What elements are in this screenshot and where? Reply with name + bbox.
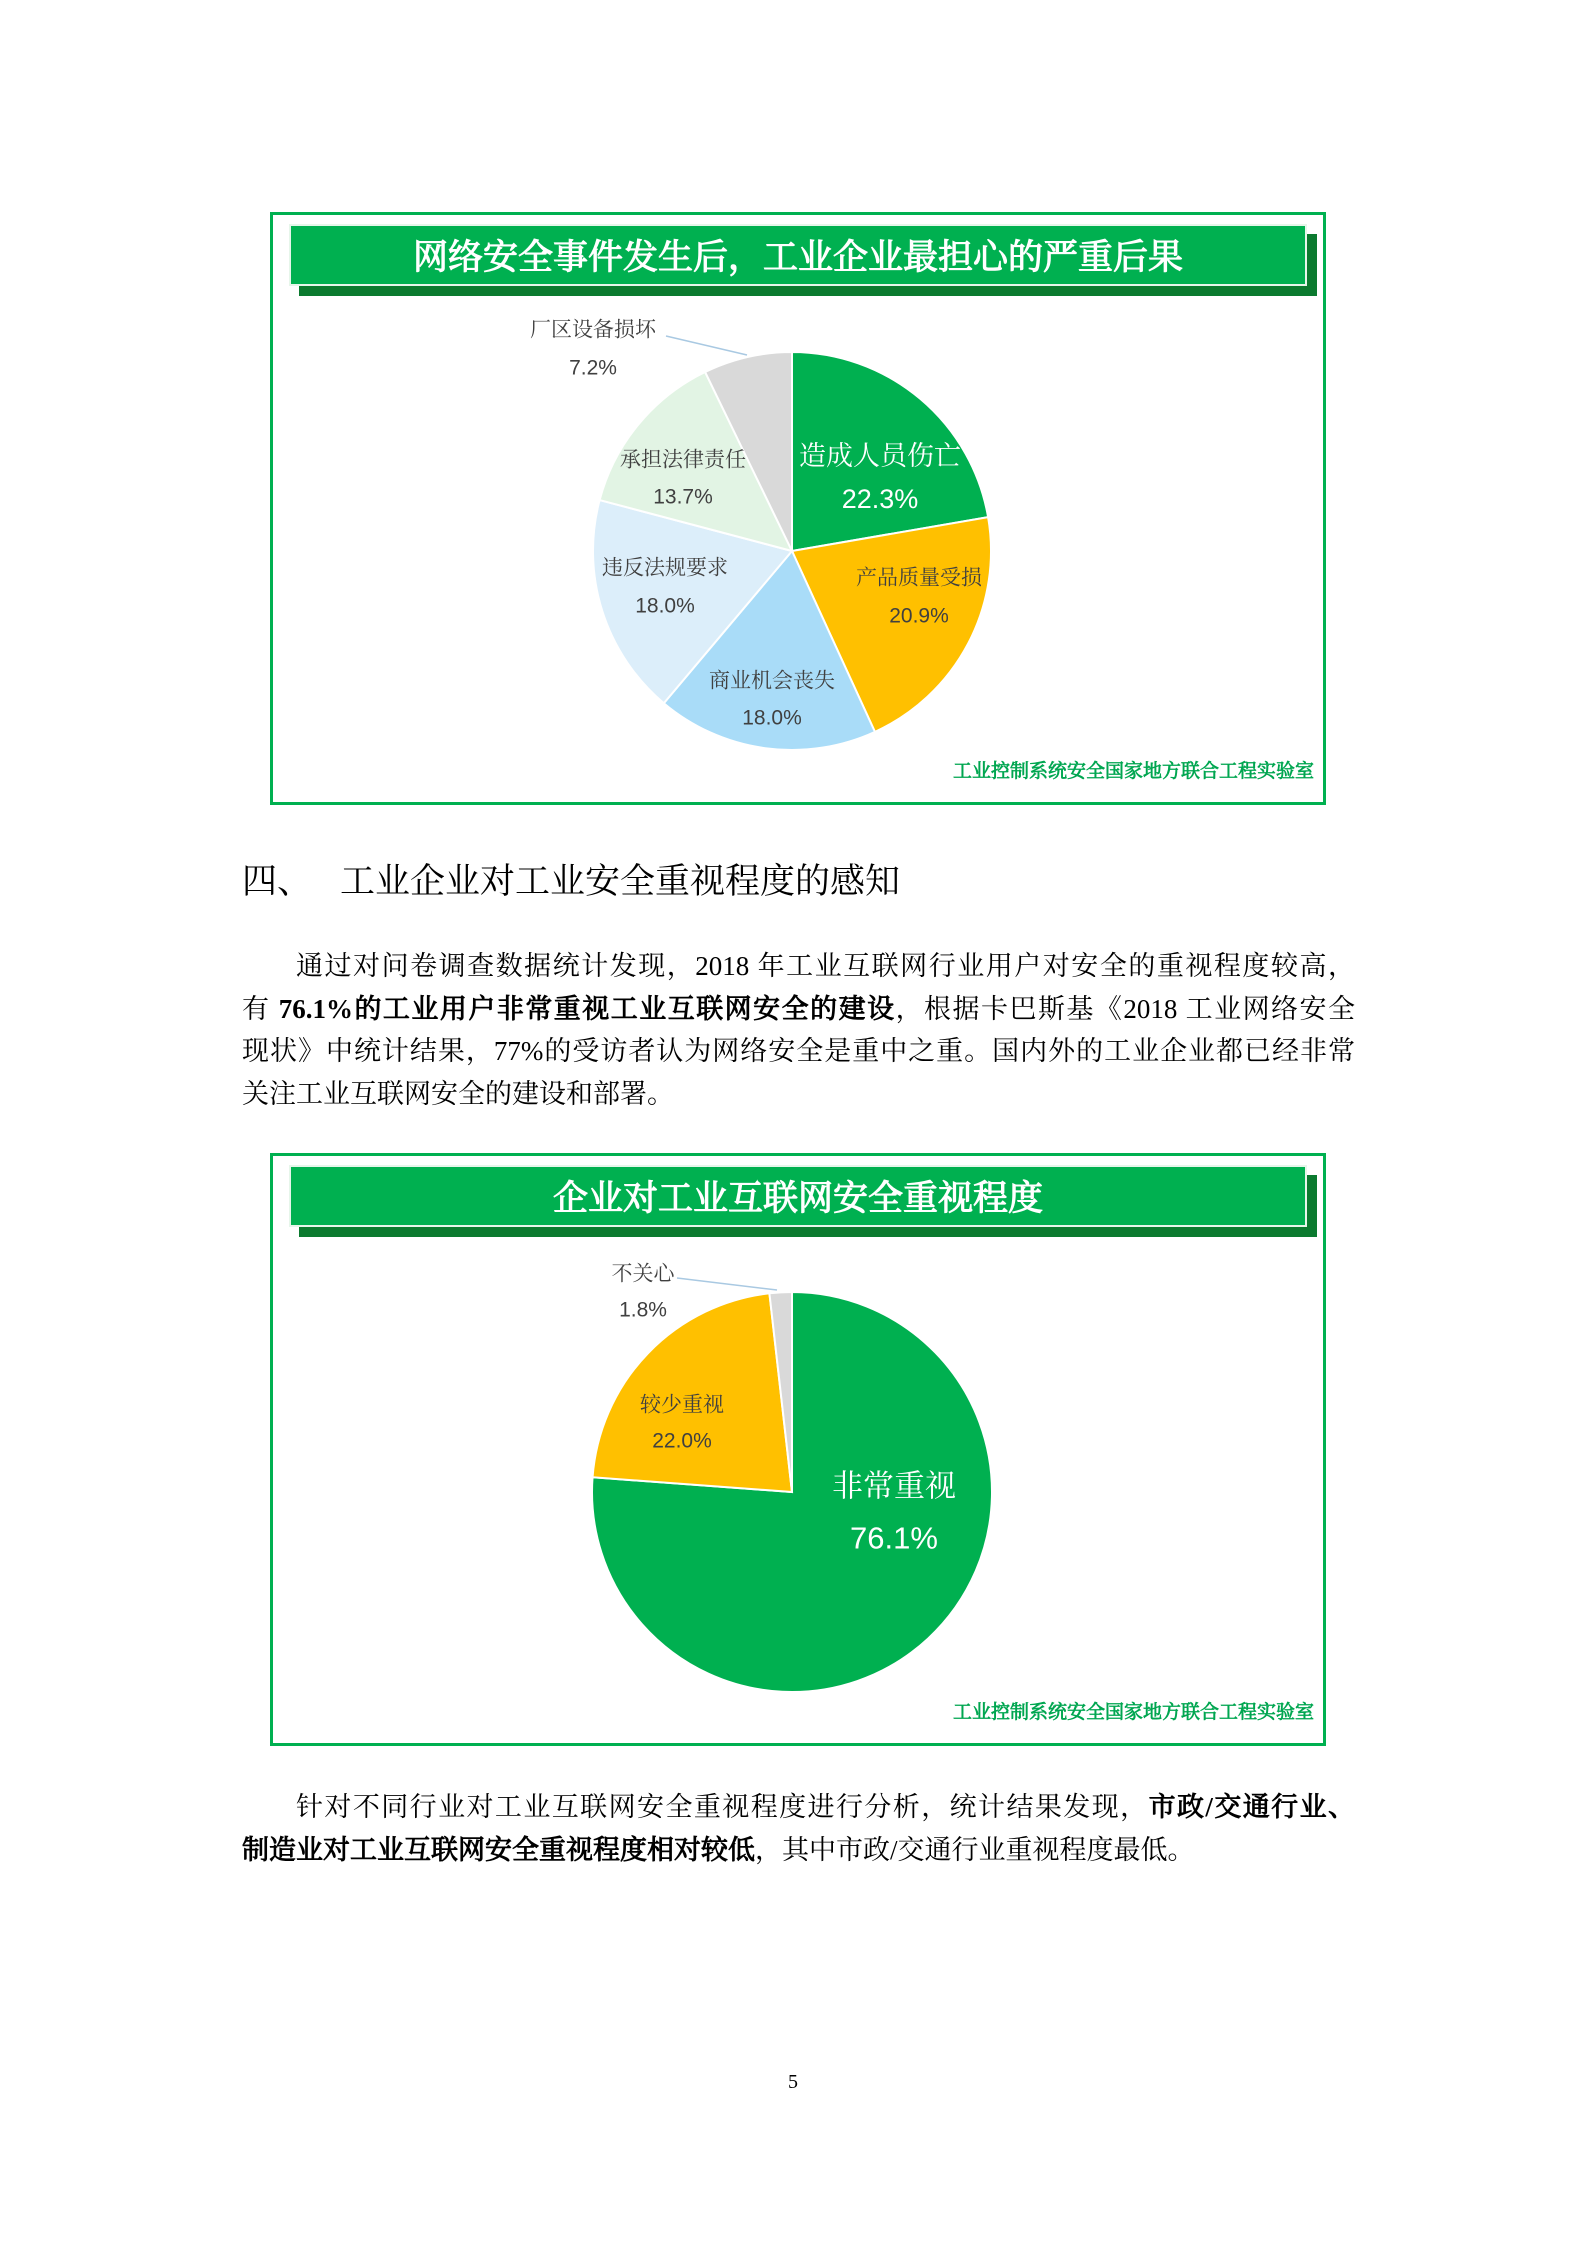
slice-label-not-concerned: 不关心 (611, 1262, 675, 1286)
paragraph-line (242, 1786, 1355, 1829)
page-number: 5 (788, 2071, 798, 2093)
slice-label-less-important: 较少重视 (640, 1393, 724, 1417)
chart-box-attention-level (270, 1153, 1326, 1746)
chart-source-credit: 工业控制系统安全国家地方联合工程实验室 (952, 1702, 1314, 1723)
text-run-bold: 制造业对工业互联网安全重视程度相对较低 (242, 1834, 755, 1865)
paragraph-line (242, 945, 1355, 988)
paragraph-industry-analysis (242, 1786, 1355, 1871)
slice-value-very-important: 76.1% (850, 1520, 938, 1556)
slice-value-not-concerned: 1.8% (619, 1298, 667, 1322)
slice-value-product-quality-damage: 20.9% (889, 604, 949, 628)
paragraph-attention-level (242, 945, 1355, 1115)
text-run: 针对不同行业对工业互联网安全重视程度进行分析，统计结果发现， (296, 1792, 1149, 1822)
section-heading (242, 862, 900, 902)
text-run: 通过对问卷调查数据统计发现，2018 年工业互联网行业用户对安全的重视程度较高， (296, 951, 1355, 981)
chart-title: 企业对工业互联网安全重视程度 (289, 1165, 1307, 1227)
chart-title: 网络安全事件发生后，工业企业最担心的严重后果 (289, 224, 1307, 286)
text-run-bold: 76.1%的工业用户非常重视工业互联网安全的建设 (278, 993, 896, 1024)
paragraph-line (242, 1829, 1355, 1872)
leader-line (677, 1278, 777, 1290)
leader-line (666, 336, 747, 355)
slice-value-casualties: 22.3% (841, 484, 919, 514)
text-run-bold: 市政/交通行业、 (1148, 1792, 1355, 1822)
slice-value-plant-equipment-damage: 7.2% (569, 356, 617, 380)
text-run: 有 (242, 993, 279, 1024)
slice-label-legal-liability: 承担法律责任 (620, 448, 746, 472)
text-run: ，根据卡巴斯基《2018 工业网络安全 (895, 993, 1355, 1024)
chart-source-credit: 工业控制系统安全国家地方联合工程实验室 (952, 761, 1314, 782)
chart-box-serious-consequences (270, 212, 1326, 805)
slice-label-very-important: 非常重视 (832, 1468, 956, 1504)
pie-chart-serious-consequences (273, 215, 1323, 802)
slice-label-regulation-violation: 违反法规要求 (602, 556, 728, 580)
slice-label-product-quality-damage: 产品质量受损 (856, 566, 982, 590)
section-title: 工业企业对工业安全重视程度的感知 (340, 862, 901, 901)
paragraph-line (242, 1030, 1355, 1073)
slice-value-legal-liability: 13.7% (653, 485, 713, 509)
text-run: 关注工业互联网安全的建设和部署。 (242, 1078, 674, 1109)
paragraph-line (242, 1073, 1355, 1116)
text-run: ，其中市政/交通行业重视程度最低。 (755, 1834, 1195, 1865)
slice-label-plant-equipment-damage: 厂区设备损坏 (530, 318, 656, 342)
slice-label-business-opportunity-loss: 商业机会丧失 (709, 669, 835, 693)
paragraph-line (242, 988, 1355, 1031)
slice-value-regulation-violation: 18.0% (635, 594, 695, 618)
slice-value-business-opportunity-loss: 18.0% (742, 706, 802, 730)
section-number: 四、 (242, 862, 313, 901)
slice-label-casualties: 造成人员伤亡 (799, 441, 961, 471)
slice-value-less-important: 22.0% (652, 1429, 712, 1453)
text-run: 现状》中统计结果，77%的受访者认为网络安全是重中之重。国内外的工业企业都已经非常 (242, 1036, 1355, 1066)
pie-chart-attention-level (273, 1156, 1323, 1743)
